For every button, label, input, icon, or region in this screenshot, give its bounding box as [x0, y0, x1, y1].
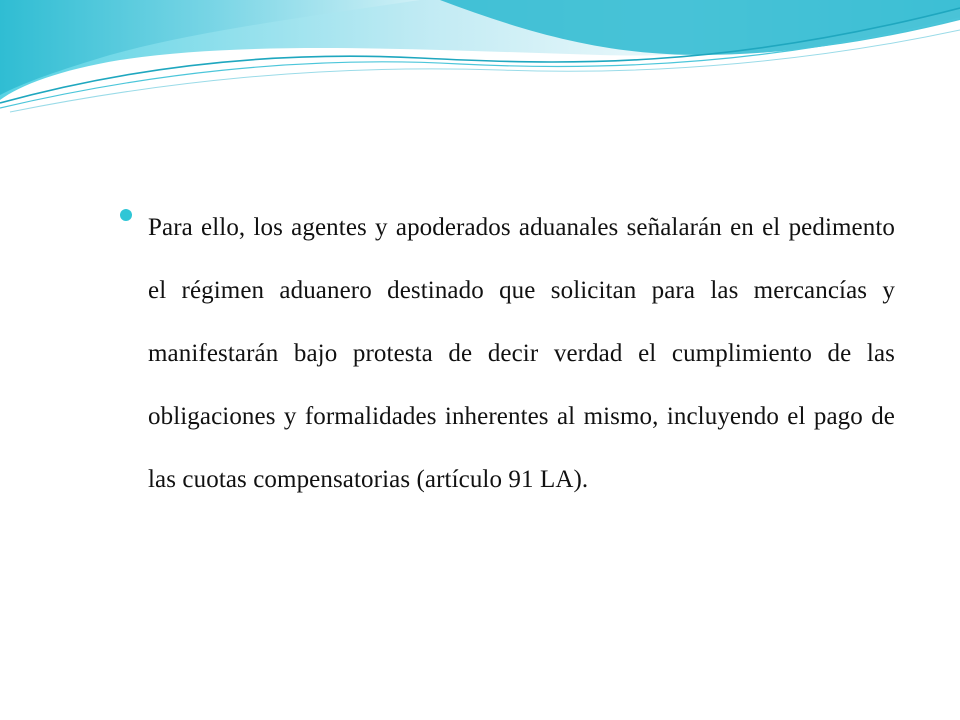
header-wave-decoration: [0, 0, 960, 120]
bullet-dot-icon: [120, 209, 132, 221]
bullet-text: Para ello, los agentes y apoderados aduanales señalarán en el pedimento el régimen aduanero destinado que solicitan para las mercancías y manifestarán bajo protesta de decir verdad el cumplimiento de las obligaciones y formalidades inherentes al mismo, incluyendo el pago de las cuotas compensatorias (artículo 91 LA).: [148, 214, 895, 493]
bullet-item: [148, 196, 895, 511]
slide-body: [148, 196, 895, 511]
